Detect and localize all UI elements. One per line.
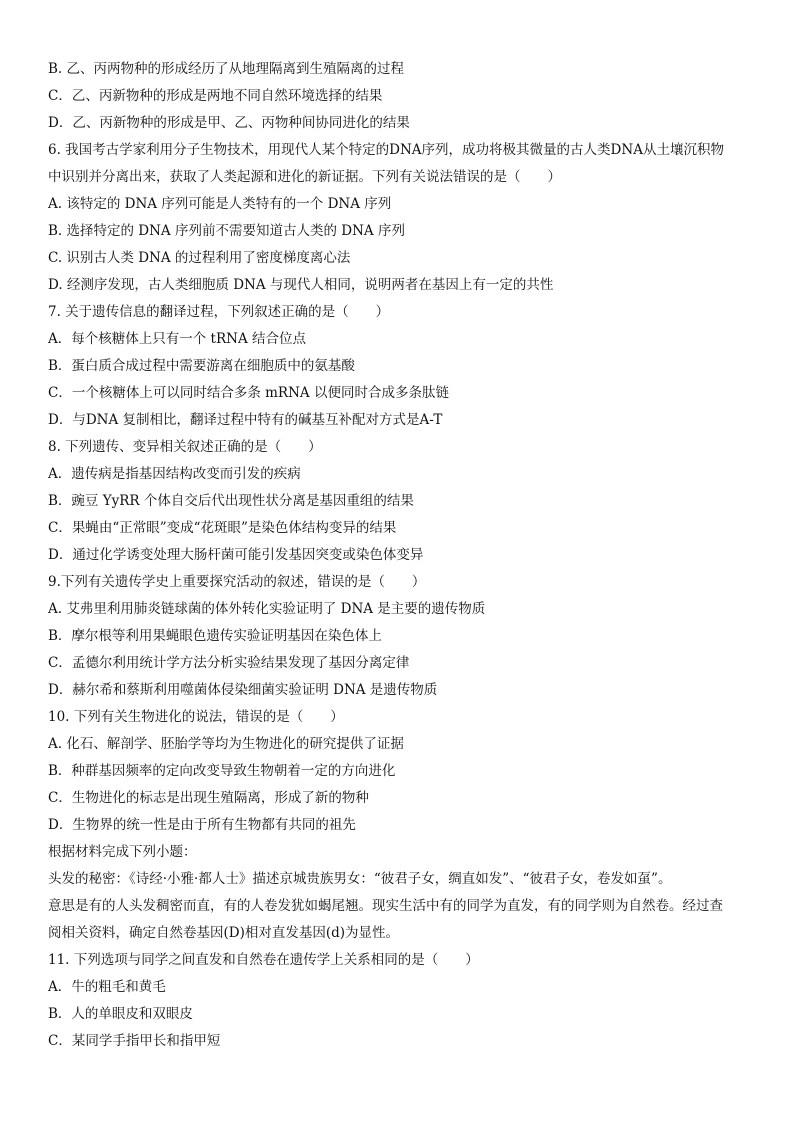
question-6-option-b: B. 选择特定的 DNA 序列前不需要知道古人类的 DNA 序列 <box>48 223 405 239</box>
question-11-option-c: C．某同学手指甲长和指甲短 <box>48 1033 221 1049</box>
question-8-option-b: B．豌豆 YyRR 个体自交后代出现性状分离是基因重组的结果 <box>48 493 414 509</box>
question-10-option-c: C．生物进化的标志是出现生殖隔离，形成了新的物种 <box>48 790 369 806</box>
question-6-option-d: D. 经测序发现，古人类细胞质 DNA 与现代人相同，说明两者在基因上有一定的共性 <box>48 277 554 293</box>
question-7-option-d: D．与DNA 复制相比，翻译过程中特有的碱基互补配对方式是A-T <box>48 412 443 428</box>
material-heading: 根据材料完成下列小题： <box>48 844 197 860</box>
question-10-stem: 10. 下列有关生物进化的说法，错误的是（ ） <box>48 709 344 725</box>
question-10-option-d: D．生物界的统一性是由于所有生物都有共同的祖先 <box>48 817 356 833</box>
question-8-stem: 8. 下列遗传、变异相关叙述正确的是（ ） <box>48 439 322 455</box>
question-10-option-a: A. 化石、解剖学、胚胎学等均为生物进化的研究提供了证据 <box>48 736 404 752</box>
question-7-option-b: B．蛋白质合成过程中需要游离在细胞质中的氨基酸 <box>48 358 355 374</box>
question-7-option-a: A．每个核糖体上只有一个 tRNA 结合位点 <box>48 331 306 347</box>
question-9-stem: 9.下列有关遗传学史上重要探究活动的叙述，错误的是（ ） <box>48 574 426 590</box>
material-text-line-2: 意思是有的人头发稠密而直，有的人卷发犹如蝎尾翘。现实生活中有的同学为直发，有的同学则为自然卷。经过查 <box>48 898 723 914</box>
question-8-option-c: C．果蝇由“正常眼”变成“花斑眼”是染色体结构变异的结果 <box>48 520 397 536</box>
question-5-option-c: C．乙、丙新物种的形成是两地不同自然环境选择的结果 <box>48 88 383 104</box>
question-6-option-c: C. 识别古人类 DNA 的过程利用了密度梯度离心法 <box>48 250 351 266</box>
question-11-stem: 11. 下列选项与同学之间直发和自然卷在遗传学上关系相同的是（ ） <box>48 952 479 968</box>
question-9-option-a: A. 艾弗里利用肺炎链球菌的体外转化实验证明了 DNA 是主要的遗传物质 <box>48 601 486 617</box>
question-10-option-b: B．种群基因频率的定向改变导致生物朝着一定的方向进化 <box>48 763 396 779</box>
question-7-stem: 7. 关于遗传信息的翻译过程，下列叙述正确的是（ ） <box>48 304 390 320</box>
question-9-option-b: B．摩尔根等利用果蝇眼色遗传实验证明基因在染色体上 <box>48 628 382 644</box>
material-text-line-1: 头发的秘密：《诗经·小雅·都人士》描述京城贵族男女：“彼君子女，绸直如发”、“彼君子女，卷发如虿”。 <box>48 871 672 887</box>
question-6-option-a: A. 该特定的 DNA 序列可能是人类特有的一个 DNA 序列 <box>48 196 392 212</box>
exam-page <box>48 56 758 1055</box>
question-9-option-d: D．赫尔希和蔡斯利用噬菌体侵染细菌实验证明 DNA 是遗传物质 <box>48 682 438 698</box>
question-11-option-a: A．牛的粗毛和黄毛 <box>48 979 166 995</box>
question-7-option-c: C．一个核糖体上可以同时结合多条 mRNA 以便同时合成多条肽链 <box>48 385 449 401</box>
question-8-option-a: A．遗传病是指基因结构改变而引发的疾病 <box>48 466 301 482</box>
question-6-stem-line-2: 中识别并分离出来，获取了人类起源和进化的新证据。下列有关说法错误的是（ ） <box>48 169 561 185</box>
question-9-option-c: C．孟德尔利用统计学方法分析实验结果发现了基因分离定律 <box>48 655 410 671</box>
question-5-option-b: B. 乙、丙两物种的形成经历了从地理隔离到生殖隔离的过程 <box>48 61 405 77</box>
question-6-stem-line-1: 6. 我国考古学家利用分子生物技术，用现代人某个特定的DNA序列，成功将极其微量的古人类DNA从土壤沉积物 <box>48 142 724 158</box>
question-8-option-d: D．通过化学诱变处理大肠杆菌可能引发基因突变或染色体变异 <box>48 547 424 563</box>
material-text-line-3: 阅相关资料，确定自然卷基因(D)相对直发基因(d)为显性。 <box>48 925 400 941</box>
question-11-option-b: B．人的单眼皮和双眼皮 <box>48 1006 193 1022</box>
question-5-option-d: D．乙、丙新物种的形成是甲、乙、丙物种间协同进化的结果 <box>48 115 410 131</box>
